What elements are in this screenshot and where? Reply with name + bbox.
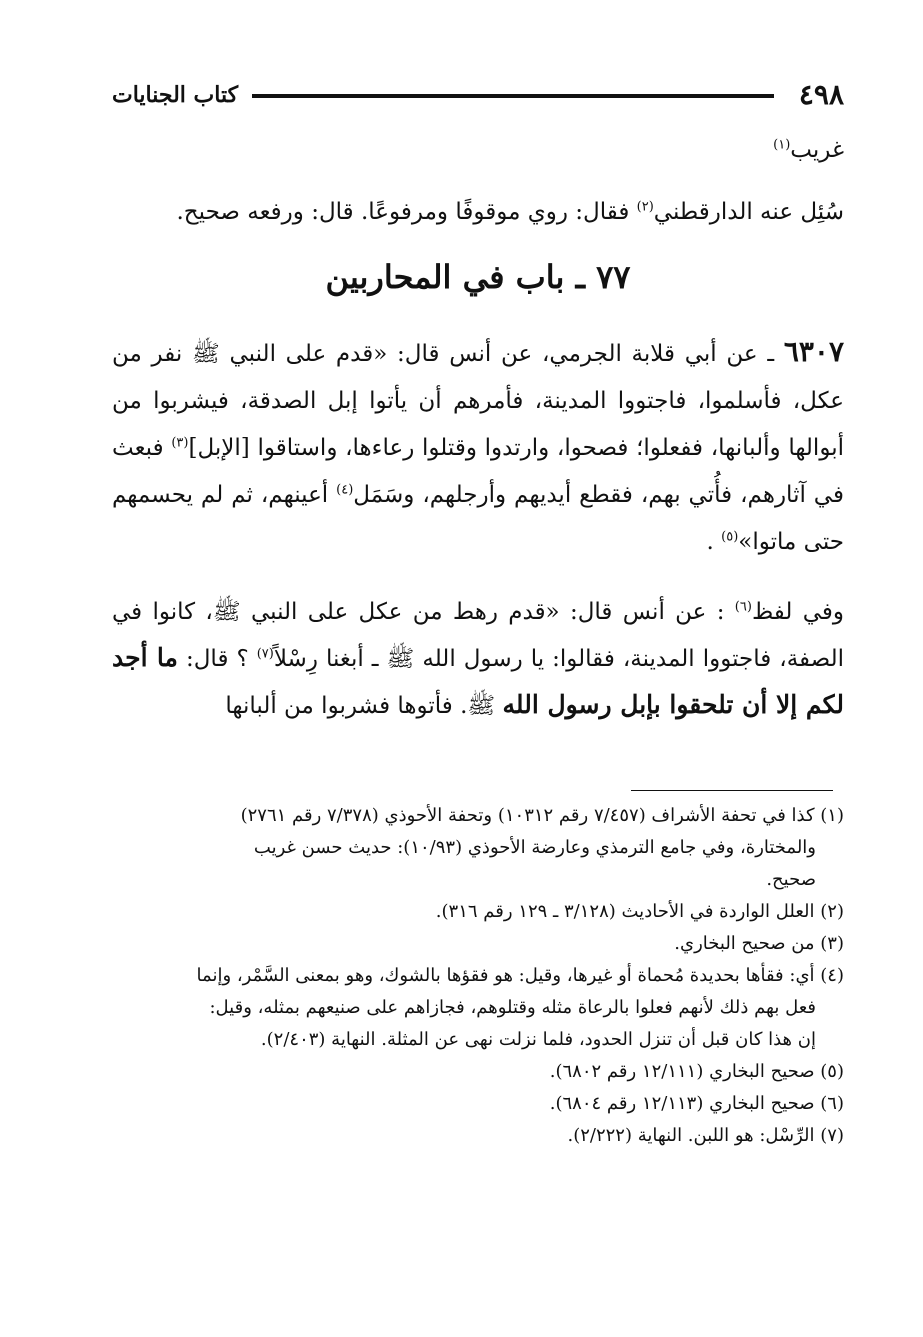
footnote-line: (٢) العلل الواردة في الأحاديث (٣/١٢٨ ـ ١٢٩ رقم ٣١٦). (435, 901, 844, 922)
footnote-4 (100, 960, 844, 1056)
hadith-paragraph (112, 328, 844, 566)
footnote-3 (100, 928, 844, 960)
footnote-line: والمختارة، وفي جامع الترمذي وعارضة الأحوذي (١٠/٩٣): حديث حسن غريب (253, 837, 816, 858)
variant-paragraph (112, 590, 844, 729)
opening-word: غريب (790, 137, 844, 163)
footnote-ref-4[interactable]: (٤) (336, 482, 354, 498)
footnote-line: (٧) الرِّسْل: هو اللبن. النهاية (٢/٢٢٢). (567, 1125, 844, 1146)
footnote-1 (100, 800, 844, 896)
footnote-line: (٥) صحيح البخاري (١٢/١١١ رقم ٦٨٠٢). (549, 1061, 844, 1082)
footnote-line: إن هذا كان قبل أن تنزل الحدود، فلما نزلت نهى عن المثلة. النهاية (٢/٤٠٣). (260, 1029, 816, 1050)
footnotes (100, 800, 844, 1152)
footnote-ref-3[interactable]: (٣) (171, 435, 189, 451)
header-rule (252, 94, 774, 98)
daraqutni-text-a: سُئِل عنه الدارقطني (653, 199, 844, 225)
variant-bold-text: ما أجد لكم إلا أن تلحقوا بإبل رسول الله (112, 643, 844, 719)
footnote-ref-5[interactable]: (٥) (721, 529, 739, 545)
hadith-number: ٦٣٠٧ (783, 335, 844, 368)
footnote-line: صحيح. (766, 869, 816, 890)
footnote-line: (٦) صحيح البخاري (١٢/١١٣ رقم ٦٨٠٤). (549, 1093, 844, 1114)
variant-text-1: وفي لفظ (751, 599, 845, 625)
opening-line (112, 128, 844, 172)
variant-text-2: : عن أنس قال: «قدم رهط من عكل على النبي ﷺ، كانوا في الصفة، فاجتووا المدينة، فقالوا: يا رسول الله ﷺ ـ أبغنا رِسْلاً (112, 599, 844, 672)
running-title: كتاب الجنايات (112, 82, 239, 108)
hadith-text-4: . (706, 529, 722, 555)
page-number: ٤٩٨ (798, 78, 844, 111)
footnote-6 (100, 1088, 844, 1120)
footnote-ref-6[interactable]: (٦) (734, 599, 752, 615)
daraqutni-line (112, 190, 844, 234)
footnote-line: (١) كذا في تحفة الأشراف (٧/٤٥٧ رقم ١٠٣١٢) وتحفة الأحوذي (٧/٣٧٨ رقم ٢٧٦١) (240, 805, 844, 826)
footnote-2 (100, 896, 844, 928)
variant-text-3: ؟ قال: (177, 646, 257, 672)
daraqutni-text-b: فقال: روي موقوفًا ومرفوعًا. قال: ورفعه صحيح. (176, 199, 637, 225)
footnote-ref-7[interactable]: (٧) (256, 646, 274, 662)
footnote-line: فعل بهم ذلك لأنهم فعلوا بالرعاة مثله وقتلوهم، فجازاهم على صنيعهم بمثله، وقيل: (209, 997, 816, 1018)
chapter-title: ٧٧ ـ باب في المحاربين (325, 258, 631, 296)
footnote-line: (٣) من صحيح البخاري. (674, 933, 844, 954)
variant-text-4: ﷺ. فأتوها فشربوا من ألبانها (225, 693, 503, 719)
hadith-text-1: ـ عن أبي قلابة الجرمي، عن أنس قال: «قدم على النبي ﷺ نفر من عكل، فأسلموا، فاجتووا المدينة، فأمرهم أن يأتوا إبل الصدقة، فيشربوا من أبوالها وألبانها، ففعلوا؛ فصحوا، وارتدوا وقتلوا رعاءها، واستاقوا [الإبل] (112, 341, 844, 461)
hadith-text-2: فبعث في آثارهم، فأُتي بهم، فقطع أيديهم وأرجلهم، وسَمَل (112, 435, 844, 508)
hadith-text-3: أعينهم، ثم لم يحسمهم حتى ماتوا» (112, 482, 844, 555)
footnote-ref-2[interactable]: (٢) (636, 199, 654, 215)
footnote-7 (100, 1120, 844, 1152)
footnote-5 (100, 1056, 844, 1088)
footnote-separator (631, 790, 833, 791)
footnote-line: (٤) أي: فقأها بحديدة مُحماة أو غيرها، وقيل: هو فقؤها بالشوك، وهو بمعنى السَّمْر، وإنما (196, 965, 844, 986)
footnote-ref-1[interactable]: (١) (773, 137, 791, 153)
page-header (112, 78, 844, 112)
